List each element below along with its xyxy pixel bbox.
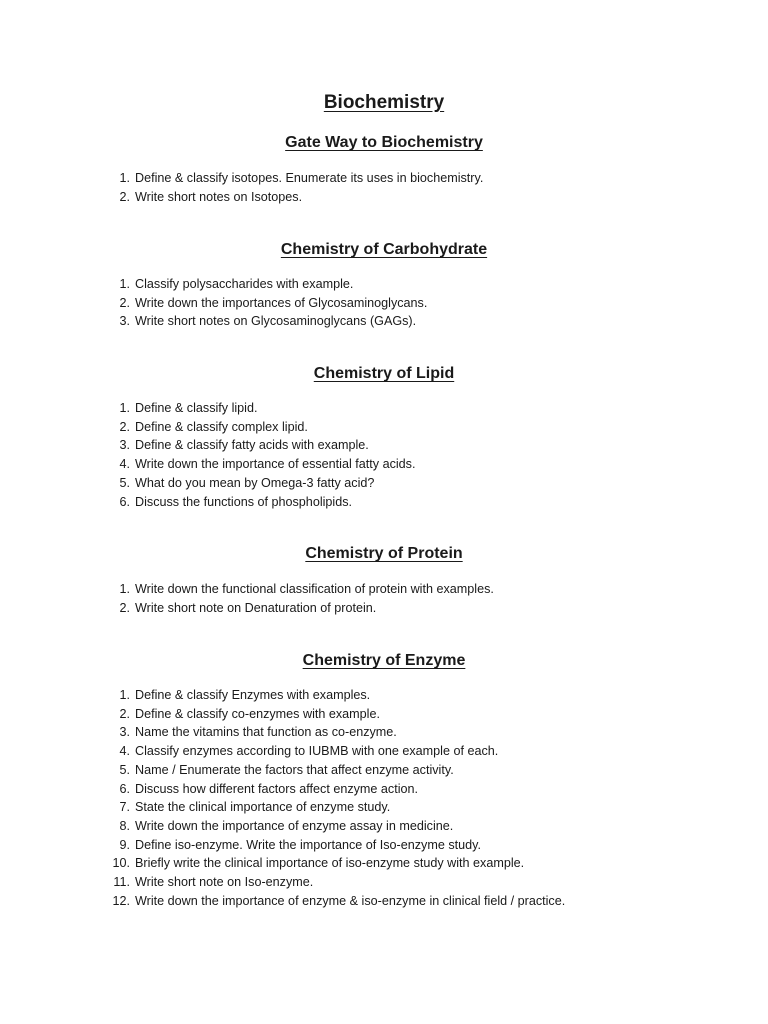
question-text: Discuss the functions of phospholipids. <box>135 494 353 509</box>
question-text: Write down the functional classification of protein with examples. <box>135 582 494 596</box>
question-text: Write down the importance of essential fatty acids. <box>135 457 416 472</box>
list-item: 10. Briefly write the clinical importance of iso-enzyme study with example. <box>112 856 525 871</box>
list-item: 2. Write down the importances of Glycosaminoglycans. <box>119 295 428 310</box>
question-text: Classify enzymes according to IUBMB with one example of each. <box>135 744 499 759</box>
question-text: Name the vitamins that function as co-enzyme. <box>135 725 397 740</box>
question-text: Discuss how different factors affect enzyme action. <box>135 781 419 796</box>
list-item: 3. Write short notes on Glycosaminoglycans (GAGs). <box>119 314 417 329</box>
section-heading-carbohydrate: Chemistry of Carbohydrate <box>280 241 488 258</box>
list-item: 2. Define & classify complex lipid. <box>119 419 308 434</box>
list-item: 6. Discuss the functions of phospholipids. <box>119 494 353 509</box>
question-text: Write short notes on Glycosaminoglycans (GAGs). <box>135 314 417 329</box>
list-item: 1. Write down the functional classification of protein with examples. <box>119 582 494 596</box>
question-text: Classify polysaccharides with example. <box>135 277 354 291</box>
list-item: 1. Classify polysaccharides with example. <box>119 277 354 291</box>
question-text: Define & classify co-enzymes with example. <box>135 706 380 721</box>
list-item: 2. Define & classify co-enzymes with example. <box>119 706 380 721</box>
question-text: Define & classify complex lipid. <box>135 419 308 434</box>
list-item: 4. Write down the importance of essential fatty acids. <box>119 457 416 472</box>
question-text: Write down the importance of enzyme & iso-enzyme in clinical field / practice. <box>135 893 566 908</box>
question-text: Write down the importances of Glycosaminoglycans. <box>135 295 428 310</box>
list-item: 5. What do you mean by Omega-3 fatty acid? <box>119 475 375 490</box>
question-text: State the clinical importance of enzyme study. <box>135 800 391 815</box>
question-text: Briefly write the clinical importance of iso-enzyme study with example. <box>135 856 525 871</box>
question-text: Define & classify Enzymes with examples. <box>135 688 371 702</box>
question-text: Define iso-enzyme. Write the importance of Iso-enzyme study. <box>135 837 482 852</box>
question-text: Define & classify lipid. <box>135 401 258 415</box>
question-text: Define & classify fatty acids with example. <box>135 438 369 453</box>
list-item: 2. Write short note on Denaturation of protein. <box>119 600 377 615</box>
question-list-enzyme <box>108 686 565 910</box>
question-list-protein <box>108 580 494 617</box>
question-text: Write short notes on Isotopes. <box>135 189 303 204</box>
list-item: 11. Write short note on Iso-enzyme. <box>113 875 314 890</box>
page-title: Biochemistry <box>323 92 445 113</box>
section-heading-enzyme: Chemistry of Enzyme <box>302 652 466 669</box>
question-text: Write down the importance of enzyme assay in medicine. <box>135 818 454 833</box>
question-text: Write short note on Iso-enzyme. <box>135 875 314 890</box>
list-item: 1. Define & classify Enzymes with examples. <box>119 688 371 702</box>
question-text: Name / Enumerate the factors that affect enzyme activity. <box>135 762 454 777</box>
list-item: 1. Define & classify lipid. <box>119 401 258 415</box>
section-heading-gateway: Gate Way to Biochemistry <box>285 134 483 151</box>
list-item: 9. Define iso-enzyme. Write the importance of Iso-enzyme study. <box>119 837 482 852</box>
question-text: What do you mean by Omega-3 fatty acid? <box>135 475 375 490</box>
list-item: 6. Discuss how different factors affect enzyme action. <box>119 781 419 796</box>
list-item: 3. Define & classify fatty acids with example. <box>119 438 369 453</box>
list-item: 7. State the clinical importance of enzyme study. <box>119 800 391 815</box>
section-heading-protein: Chemistry of Protein <box>305 545 463 562</box>
list-item: 4. Classify enzymes according to IUBMB with one example of each. <box>119 744 499 759</box>
question-text: Write short note on Denaturation of protein. <box>135 600 377 615</box>
section-heading-lipid: Chemistry of Lipid <box>313 365 455 382</box>
list-item: 5. Name / Enumerate the factors that affect enzyme activity. <box>119 762 454 777</box>
question-list-lipid <box>108 399 415 511</box>
question-text: Define & classify isotopes. Enumerate its uses in biochemistry. <box>135 171 484 185</box>
question-list-carbohydrate <box>108 275 427 331</box>
list-item: 12. Write down the importance of enzyme & iso-enzyme in clinical field / practice. <box>112 893 566 908</box>
list-item: 8. Write down the importance of enzyme assay in medicine. <box>119 818 454 833</box>
question-list-gateway <box>108 169 483 206</box>
list-item: 2. Write short notes on Isotopes. <box>119 189 303 204</box>
list-item: 1. Define & classify isotopes. Enumerate its uses in biochemistry. <box>119 171 484 185</box>
list-item: 3. Name the vitamins that function as co-enzyme. <box>119 725 397 740</box>
